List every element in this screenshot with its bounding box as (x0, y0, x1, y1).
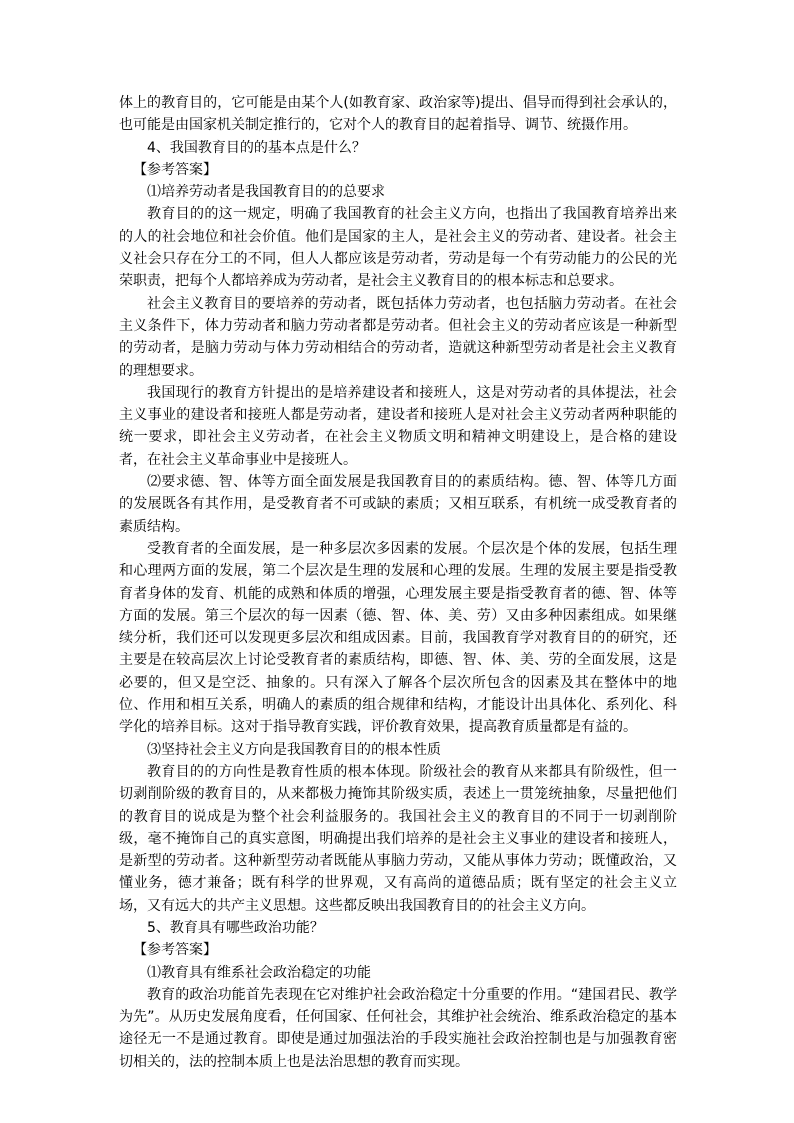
question-5-heading: 5、教育具有哪些政治功能？ (147, 919, 324, 936)
body-paragraph: 我国现行的教育方针提出的是培养建设者和接班人，这是对劳动者的具体提法，社会主义事业的建设者和接班人都是劳动者，建设者和接班人是对社会主义劳动者两种职能的统一要求，即社会主义劳动者，在社会主义物质文明和精神文明建设上，是合格的建设者，在社会主义革命事业中是接班人。 (119, 384, 677, 468)
body-paragraph: 教育目的的这一规定，明确了我国教育的社会主义方向，也指出了我国教育培养出来的人的社会地位和社会价值。他们是国家的主人，是社会主义的劳动者、建设者。社会主义社会只存在分工的不同，但人人都应该是劳动者，劳动是每一个有劳动能力的公民的光荣职责，把每个人都培养成为劳动者，是社会主义教育目的的根本标志和总要求。 (119, 206, 677, 290)
answer-point-2-paragraph: ⑵要求德、智、体等方面全面发展是我国教育目的的素质结构。德、智、体等几方面的发展既各有其作用，是受教育者不可或缺的素质；又相互联系，有机统一成受教育者的素质结构。 (119, 474, 677, 535)
body-paragraph: 教育的政治功能首先表现在它对维护社会政治稳定十分重要的作用。“建国君民、教学为先”。从历史发展角度看，任何国家、任何社会，其维护社会统治、维系政治稳定的基本途径无一不是通过教育。即使是通过加强法治的手段实施社会政治控制也是与加强教育密切相关的，法的控制本质上也是法治思想的教育而实现。 (119, 986, 677, 1070)
answer-point-3-heading: ⑶坚持社会主义方向是我国教育目的的根本性质 (147, 741, 441, 758)
answer-point-1-heading: ⑴培养劳动者是我国教育目的的总要求 (147, 184, 385, 201)
answer-point-1-heading: ⑴教育具有维系社会政治稳定的功能 (147, 964, 371, 981)
paragraph-continuation: 体上的教育目的，它可能是由某个人(如教育家、政治家等)提出、倡导而得到社会承认的，也可能是由国家机关制定推行的，它对个人的教育目的起着指导、调节、统摄作用。 (119, 95, 677, 134)
question-4-heading: 4、我国教育目的的基本点是什么？ (147, 139, 366, 156)
body-paragraph: 受教育者的全面发展，是一种多层次多因素的发展。个层次是个体的发展，包括生理和心理两方面的发展，第二个层次是生理的发展和心理的发展。生理的发展主要是指受教育者身体的发育、机能的成熟和体质的增强，心理发展主要是指受教育者的德、智、体等方面的发展。第三个层次的每一因素（德、智、体、美、劳）又由多种因素组成。如果继续分析，我们还可以发现更多层次和组成因素。目前，我国教育学对教育目的的研究，还主要是在较高层次上讨论受教育者的素质结构，即德、智、体、美、劳的全面发展，这是必要的，但又是空泛、抽象的。只有深入了解各个层次所包含的因素及其在整体中的地位、作用和相互关系，明确人的素质的组合规律和结构，才能设计出具体化、系列化、科学化的培养目标。这对于指导教育实践，评价教育效果，提高教育质量都是有益的。 (119, 540, 677, 736)
reference-answer-label: 【参考答案】 (133, 942, 217, 959)
body-paragraph: 社会主义教育目的要培养的劳动者，既包括体力劳动者，也包括脑力劳动者。在社会主义条件下，体力劳动者和脑力劳动者都是劳动者。但社会主义的劳动者应该是一种新型的劳动者，是脑力劳动与体力劳动相结合的劳动者，造就这种新型劳动者是社会主义教育的理想要求。 (119, 295, 677, 379)
reference-answer-label: 【参考答案】 (133, 161, 217, 178)
document-page (119, 92, 677, 1073)
body-paragraph: 教育目的的方向性是教育性质的根本体现。阶级社会的教育从来都具有阶级性，但一切剥削阶级的教育目的，从来都极力掩饰其阶级实质，表述上一贯笼统抽象，尽量把他们的教育目的说成是为整个社会利益服务的。我国社会主义的教育目的不同于一切剥削阶级，毫不掩饰自己的真实意图，明确提出我们培养的是社会主义事业的建设者和接班人，是新型的劳动者。这种新型劳动者既能从事脑力劳动，又能从事体力劳动；既懂政治，又懂业务，德才兼备；既有科学的世界观，又有高尚的道德品质；既有坚定的社会主义立场，又有远大的共产主义思想。这些都反映出我国教育目的的社会主义方向。 (119, 763, 677, 914)
